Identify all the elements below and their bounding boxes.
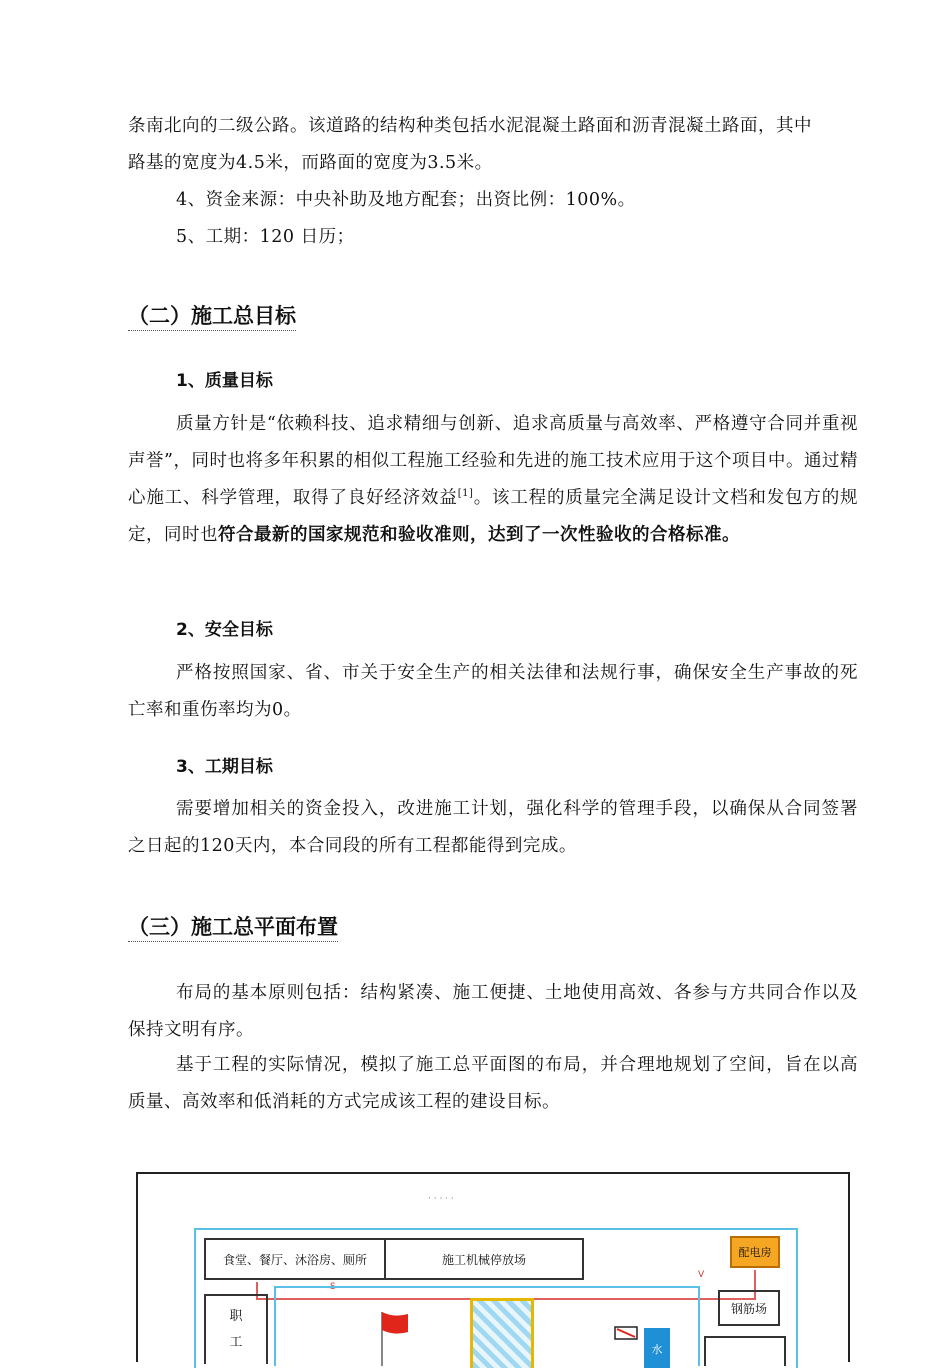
quality-text-a: 质量方针是“依赖科技、追求精细与创新、追求高质量与高效率、严格遵守合同并重视声誉”，同时也将多年积累的相似工程施工经验和先进的施工技术应用于这个项目中。通过精心施工、科学管理，取得了良好经济效益 <box>128 414 858 508</box>
plan-dot-marks: · · · · · <box>428 1194 454 1204</box>
flag-icon <box>374 1310 414 1366</box>
staff-dorm-box <box>204 1294 268 1364</box>
section-heading-goals: （二）施工总目标 <box>128 302 296 331</box>
warning-sign-icon <box>614 1326 638 1340</box>
staff-label-1: 职 <box>229 1309 243 1324</box>
paragraph-funding: 4、资金来源：中央补助及地方配套；出资比例：100%。 <box>176 190 636 210</box>
paragraph-quality <box>128 406 858 554</box>
path-marker-s: S <box>330 1282 336 1292</box>
machinery-yard-box <box>384 1238 584 1280</box>
power-room-label: 配电房 <box>738 1246 772 1259</box>
quality-text-bold: 符合最新的国家规范和验收准则，达到了一次性验收的合格标准。 <box>218 525 740 545</box>
water-label: 水 <box>651 1343 663 1356</box>
staff-label-2: 工 <box>229 1335 243 1350</box>
rebar-yard-box <box>718 1290 780 1326</box>
road-line-2: 路基的宽度为4.5米，而路面的宽度为3.5米。 <box>128 153 493 173</box>
subheading-schedule: 3、工期目标 <box>176 757 273 777</box>
paragraph-schedule: 需要增加相关的资金投入，改进施工计划，强化科学的管理手段，以确保从合同签署之日起的120天内，本合同段的所有工程都能得到完成。 <box>128 799 858 856</box>
paragraph-safety: 严格按照国家、省、市关于安全生产的相关法律和法规行事，确保安全生产事故的死亡率和重伤率均为0。 <box>128 663 858 720</box>
water-tank-box <box>644 1328 670 1368</box>
power-room-box <box>730 1236 780 1268</box>
paragraph-layout-plan: 基于工程的实际情况，模拟了施工总平面图的布局，并合理地规划了空间，旨在以高质量、高效率和低消耗的方式完成该工程的建设目标。 <box>128 1055 858 1112</box>
storage-box <box>704 1336 786 1366</box>
machinery-label: 施工机械停放场 <box>441 1252 526 1267</box>
citation-ref[interactable]: [1] <box>457 488 474 500</box>
path-marker-v: V <box>698 1270 705 1280</box>
paragraph-duration: 5、工期：120 日历； <box>176 227 355 247</box>
quality-text-b: 。该工程的质量完全满足设计文档和发包方的规定，同时也 <box>128 488 859 545</box>
material-yard-box <box>470 1298 534 1368</box>
subheading-quality: 1、质量目标 <box>176 371 273 391</box>
paragraph-layout-principles: 布局的基本原则包括：结构紧凑、施工便捷、土地使用高效、各参与方共同合作以及保持文明有序。 <box>128 983 858 1040</box>
canteen-box <box>204 1238 386 1280</box>
paragraph-road <box>128 108 858 182</box>
canteen-label: 食堂、餐厅、沐浴房、厕所 <box>222 1252 367 1267</box>
subheading-safety: 2、安全目标 <box>176 620 273 640</box>
road-line-1: 条南北向的二级公路。该道路的结构种类包括水泥混凝土路面和沥青混凝土路面，其中 <box>128 116 812 136</box>
site-plan-figure <box>136 1172 850 1362</box>
rebar-yard-label: 钢筋场 <box>730 1301 767 1316</box>
section-heading-layout: （三）施工总平面布置 <box>128 913 338 942</box>
